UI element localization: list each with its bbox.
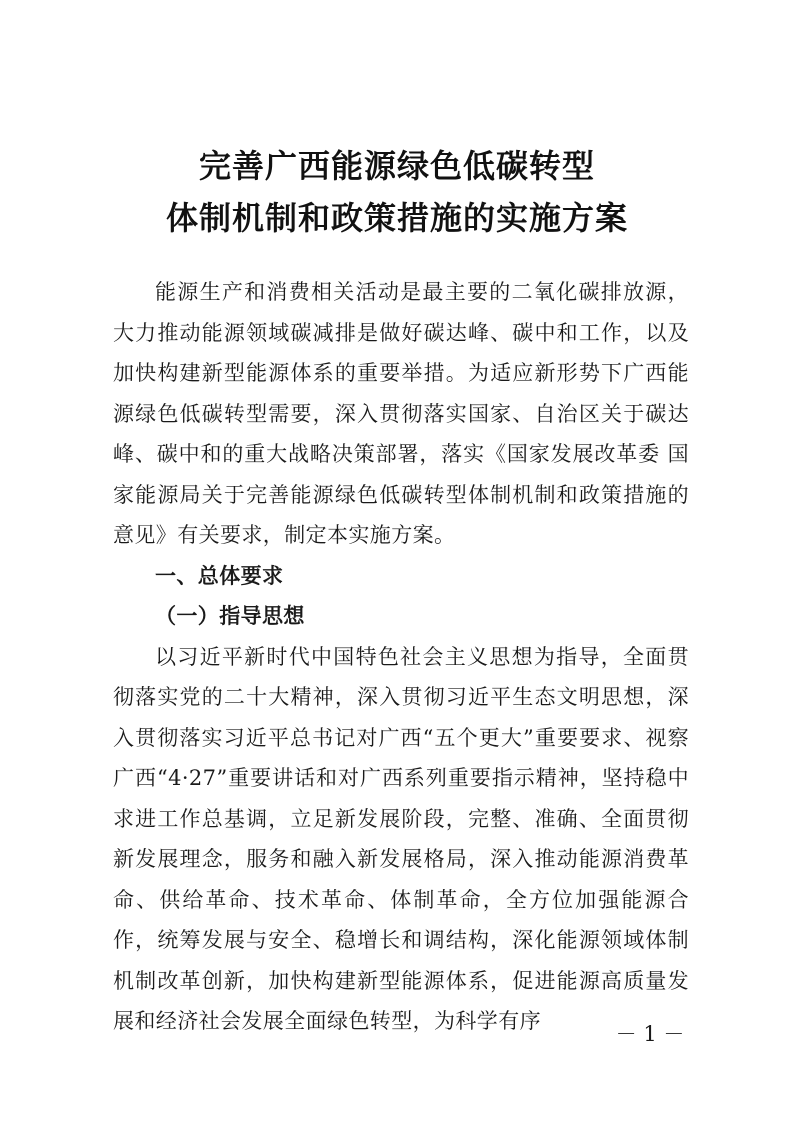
- title-line-1: 完善广西能源绿色低碳转型: [198, 147, 595, 185]
- section-heading-general-requirements: 一、总体要求: [155, 563, 284, 588]
- subsection-heading-guiding-ideology: （一）指导思想: [155, 603, 305, 628]
- page-number: － 1 －: [615, 1022, 685, 1046]
- document-title: [0, 140, 794, 244]
- guiding-ideology-paragraph: 以习近平新时代中国特色社会主义思想为指导，全面贯彻落实党的二十大精神，深入贯彻习近平生态文明思想，深入贯彻落实习近平总书记对广西“五个更大”重要要求、视察广西“4·27”重要讲话和对广西系列重要指示精神，坚持稳中求进工作总基调，立足新发展阶段，完整、准确、全面贯彻新发展理念，服务和融入新发展格局，深入推动能源消费革命、供给革命、技术革命、体制革命，全方位加强能源合作，统筹发展与安全、稳增长和调结构，深化能源领域体制机制改革创新，加快构建新型能源体系，促进能源高质量发展和经济社会发展全面绿色转型，为科学有序: [113, 644, 689, 1033]
- intro-paragraph: 能源生产和消费相关活动是最主要的二氧化碳排放源，大力推动能源领域碳减排是做好碳达峰、碳中和工作，以及加快构建新型能源体系的重要举措。为适应新形势下广西能源绿色低碳转型需要，深入贯彻落实国家、自治区关于碳达峰、碳中和的重大战略决策部署，落实《国家发展改革委 国家能源局关于完善能源绿色低碳转型体制机制和政策措施的意见》有关要求，制定本实施方案。: [113, 280, 689, 547]
- document-body: [113, 272, 689, 1042]
- title-line-2: 体制机制和政策措施的实施方案: [165, 199, 628, 237]
